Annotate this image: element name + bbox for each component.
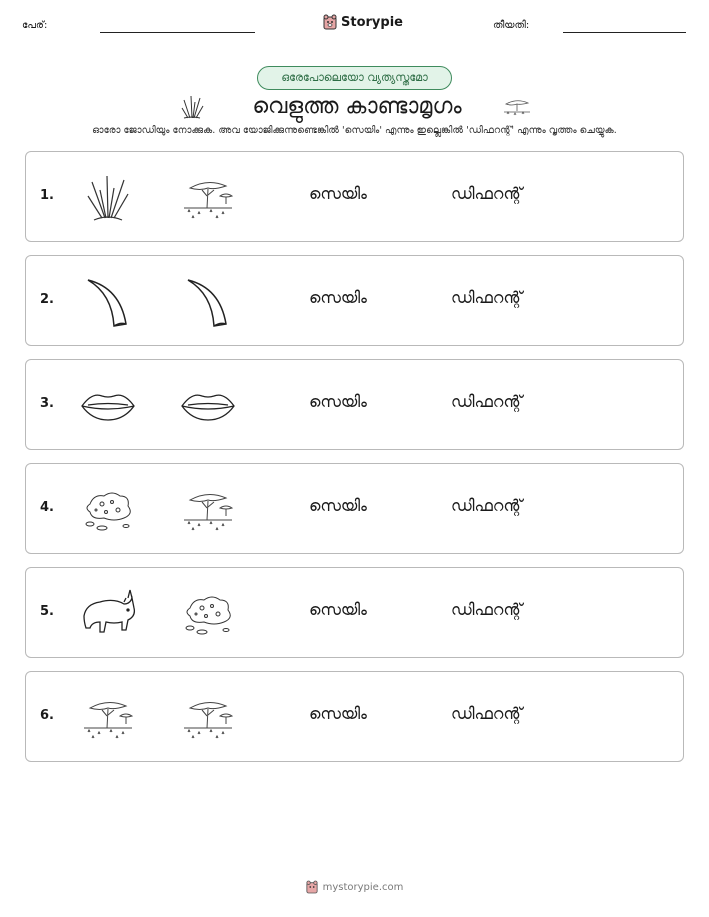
horn-icon — [80, 274, 136, 330]
worksheet-header — [0, 14, 709, 38]
different-option[interactable]: ഡിഫറന്റ് — [451, 392, 523, 411]
name-label: പേര്: — [22, 20, 48, 31]
horn-icon — [180, 274, 236, 330]
savanna-icon — [80, 690, 136, 746]
same-option[interactable]: സെയിം — [309, 496, 367, 515]
date-label: തീയതി: — [493, 20, 530, 31]
lips-icon — [80, 378, 136, 434]
different-option[interactable]: ഡിഫറന്റ് — [451, 496, 523, 515]
grass-icon — [80, 170, 136, 226]
name-line — [100, 32, 255, 33]
question-number: 4. — [40, 500, 54, 515]
page-footer — [0, 880, 709, 894]
brand-logo — [323, 14, 403, 30]
same-option[interactable]: സെയിം — [309, 288, 367, 307]
question-row — [25, 255, 684, 346]
same-option[interactable]: സെയിം — [309, 392, 367, 411]
instructions: ഓരോ ജോഡിയും നോക്കുക. അവ യോജിക്കുന്നുണ്ടെങ്കിൽ 'സെയിം' എന്നും ഇല്ലെങ്കിൽ 'ഡിഫറന്റ്' എന്നും വൃത്തം ചെയ്യുക. — [92, 125, 617, 136]
grass-icon — [180, 92, 204, 124]
date-line — [563, 32, 686, 33]
same-option[interactable]: സെയിം — [309, 184, 367, 203]
savanna-icon — [180, 690, 236, 746]
question-row — [25, 359, 684, 450]
rhino-icon — [80, 586, 136, 642]
different-option[interactable]: ഡിഫറന്റ് — [451, 184, 523, 203]
savanna-icon — [180, 170, 236, 226]
same-option[interactable]: സെയിം — [309, 704, 367, 723]
question-row — [25, 671, 684, 762]
question-row — [25, 567, 684, 658]
question-row — [25, 151, 684, 242]
question-number: 2. — [40, 292, 54, 307]
footer-url[interactable]: mystorypie.com — [322, 881, 404, 893]
different-option[interactable]: ഡിഫറന്റ് — [451, 600, 523, 619]
same-option[interactable]: സെയിം — [309, 600, 367, 619]
savanna-icon — [502, 96, 532, 120]
question-row — [25, 463, 684, 554]
question-number: 1. — [40, 188, 54, 203]
worksheet-type-badge: ഒരേപോലെയോ വ്യത്യസ്തമോ — [257, 66, 452, 90]
question-number: 6. — [40, 708, 54, 723]
lips-icon — [180, 378, 236, 434]
mud-icon — [180, 586, 236, 642]
different-option[interactable]: ഡിഫറന്റ് — [451, 704, 523, 723]
question-number: 3. — [40, 396, 54, 411]
mud-icon — [80, 482, 136, 538]
question-number: 5. — [40, 604, 54, 619]
brand-name: Storypie — [341, 14, 403, 30]
page-title: വെളുത്ത കാണ്ടാമൃഗം — [252, 93, 462, 119]
savanna-icon — [180, 482, 236, 538]
bear-logo-icon — [306, 880, 318, 894]
different-option[interactable]: ഡിഫറന്റ് — [451, 288, 523, 307]
bear-logo-icon — [323, 14, 337, 30]
